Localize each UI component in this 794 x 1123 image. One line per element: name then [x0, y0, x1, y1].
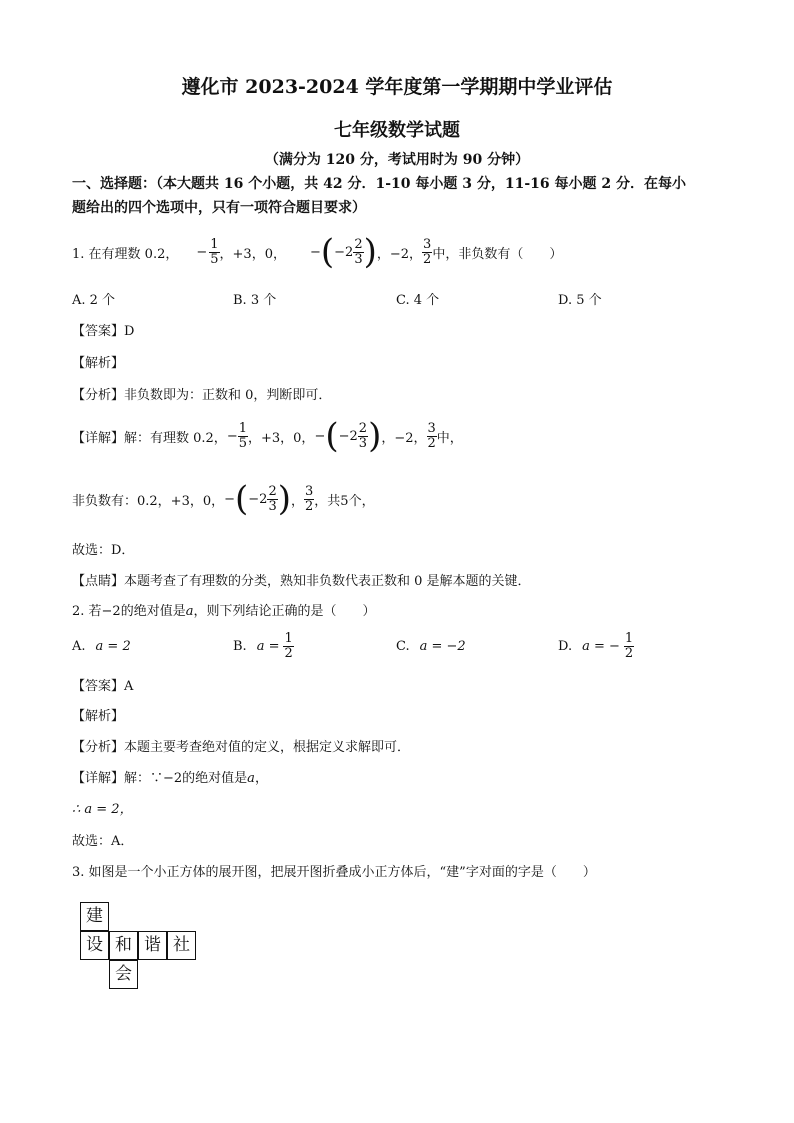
q2-detail: 【详解】解：∵−2的绝对值是a，: [72, 771, 268, 786]
q3-stem: 3. 如图是一个小正方体的展开图，把展开图折叠成小正方体后，“建”字对面的字是（ ）: [72, 865, 596, 880]
section-heading-line1: 一、选择题：（本大题共 16 个小题，共 42 分．1-10 每小题 3 分，11-16 每小题 2 分．在每小: [72, 176, 686, 192]
net-cell-jian: 建: [80, 902, 109, 931]
q2-stem: 2. 若−2的绝对值是a，则下列结论正确的是（ ）: [72, 604, 376, 619]
q1-choose: 故选：D．: [72, 543, 135, 558]
q1-option-c: C. 4 个: [396, 293, 440, 308]
q2-option-d: D. a = − $\frac{1}{2}$: [558, 630, 634, 661]
q1-nonneg: 非负数有：0.2，+3，0， − ( −2 $\frac{2}{3}$ ) ， $\frac{3}{2}$ ，共5个，: [72, 479, 375, 519]
q1-option-a: A. 2 个: [72, 293, 116, 308]
q1-dianjing: 【点睛】本题考查了有理数的分类，熟知非负数代表正数和 0 是解本题的关键．: [72, 574, 531, 589]
exam-subtitle: 七年级数学试题: [334, 120, 460, 141]
q1-stem: 1. 在有理数 0.2， − $\frac{1}{5}$ ，+3，0， − ( −2 $\frac{2}{3}$ ) ，−2， $\frac{3}{2}$ 中，非负数有（ ）: [72, 232, 563, 272]
q2-fenxi: 【分析】本题主要考查绝对值的定义，根据定义求解即可．: [72, 740, 411, 755]
q2-option-b: B. a = $\frac{1}{2}$: [233, 630, 293, 661]
q2-option-c: C. a = −2: [396, 638, 466, 654]
q1-option-b: B. 3 个: [233, 293, 277, 308]
q1-detail: 【详解】解：有理数 0.2， − $\frac{1}{5}$ ，+3，0， − ( −2 $\frac{2}{3}$ ) ，−2， $\frac{3}{2}$ 中，: [72, 416, 463, 456]
q1-option-d: D. 5 个: [558, 293, 602, 308]
q2-answer: 【答案】A: [72, 679, 134, 694]
net-cell-he: 和: [109, 931, 138, 960]
net-cell-hui: 会: [109, 960, 138, 989]
exam-title: 遵化市 2023-2024 学年度第一学期期中学业评估: [181, 76, 613, 98]
section-heading-line2: 题给出的四个选项中，只有一项符合题目要求）: [72, 200, 366, 216]
q2-jiexi: 【解析】: [72, 709, 125, 724]
net-cell-she: 设: [80, 931, 109, 960]
q1-jiexi: 【解析】: [72, 356, 125, 371]
q1-answer: 【答案】D: [72, 324, 135, 339]
q1-fenxi: 【分析】非负数即为：正数和 0，判断即可．: [72, 388, 332, 403]
net-cell-xie: 谐: [138, 931, 167, 960]
q2-option-a: A. a = 2: [72, 638, 131, 654]
net-cell-she2: 社: [167, 931, 196, 960]
exam-note: （满分为 120 分，考试用时为 90 分钟）: [264, 152, 530, 168]
q2-therefore: ∴ a = 2，: [72, 802, 133, 817]
q2-choose: 故选：A．: [72, 834, 134, 849]
